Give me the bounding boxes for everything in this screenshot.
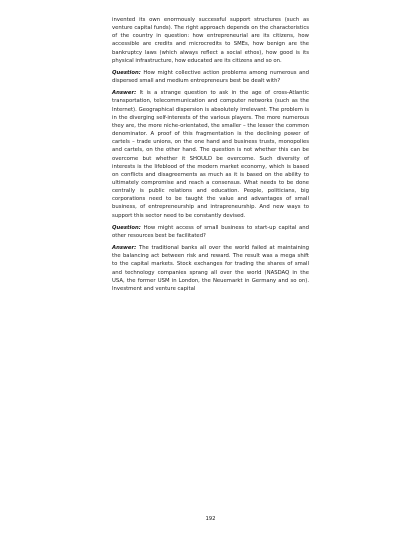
paragraph-text: How might access of small business to start-up capital and other resources best be facilitated?: [112, 224, 309, 239]
question-label: Question:: [112, 69, 141, 76]
paragraph-question-startup-capital: [112, 224, 309, 240]
paragraph-text: It is a strange question to ask in the age of cross-Atlantic transportation, telecommunication and computer networks (such as the Internet). Geographical dispersion is absolutely irrelevant. The problem is in the diverging self-interests of the various players. The more numerous they are, the more niche-orientated, the smaller – the lesser the common denominator. A proof of this fragmentation is the declining power of cartels – trade unions, on the one hand and business trusts, monopolies and cartels, on the other hand. The question is not whether this can be overcome but whether it SHOULD be overcome. Such diversity of interests is the lifeblood of the modern market economy, which is based on conflicts and disagreements as much as it is based on the ability to ultimately compromise and reach a consensus. What needs to be done centrally is public relations and education. People, politicians, big corporations need to be taught the value and advantages of small business, of entrepreneurship and intrapreneurship. And new ways to support this sector need to be constantly devised.: [112, 90, 309, 219]
paragraph-answer-collective-action: [112, 89, 309, 220]
question-label: Question:: [112, 224, 141, 231]
paragraph-text: invented its own enormously successful support structures (such as venture capital funds). The right approach depends on the characteristics of the country in question: how entrepreneurial are its citizens, how accessible are credits and microcredits to SMEs, how benign are the bankruptcy laws (which always reflect a social ethos), how good is its physical infrastructure, how educated are its citizens and so on.: [112, 17, 309, 64]
document-page: [112, 16, 309, 536]
paragraph-question-collective-action: [112, 69, 309, 85]
answer-label: Answer:: [112, 90, 137, 97]
paragraph-text: The traditional banks all over the world failed at maintaining the balancing act between risk and reward. The result was a mega shift to the capital markets. Stock exchanges for trading the shares of small and technology companies sprang all over the world (NASDAQ in the USA, the former USM in London, the Neuemarkt in Germany and so on). Investment and venture capital: [112, 245, 309, 292]
paragraph-intro: [112, 16, 309, 65]
page-number: 192: [205, 516, 216, 522]
paragraph-answer-startup-capital: [112, 244, 309, 293]
answer-label: Answer:: [112, 245, 137, 252]
paragraph-text: How might collective action problems among numerous and dispersed small and medium entrepreneurs best be dealt with?: [112, 69, 309, 85]
